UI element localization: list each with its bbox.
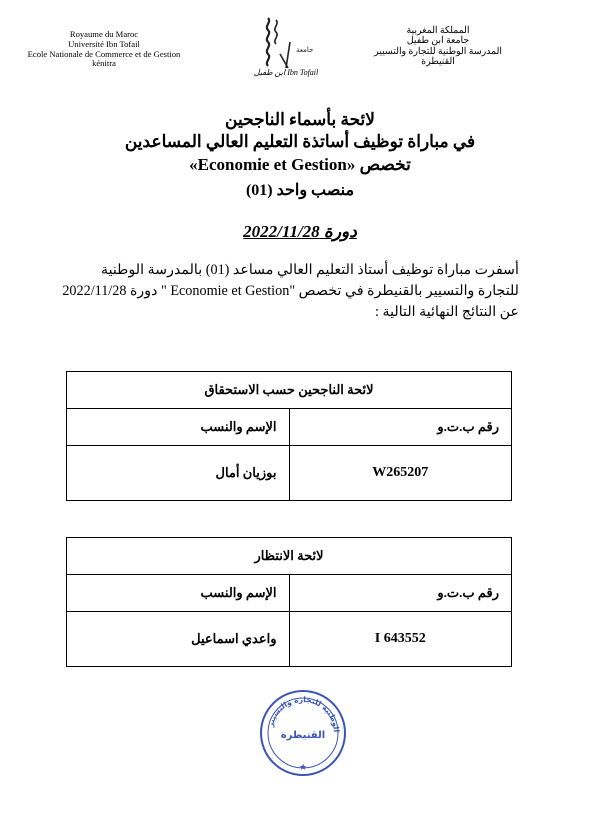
intro-paragraph: أسفرت مباراة توظيف أستاذ التعليم العالي مساعد (01) بالمدرسة الوطنية للتجارة والتسيير بالقنيطرة في تخصص "Economie et Gestion " دورة 2022/11/28 عن النتائج النهائية التالية :: [62, 262, 519, 320]
header-ar-line: المملكة المغربية: [406, 26, 470, 36]
page-title: لائحة بأسماء الناجحين: [225, 110, 375, 129]
header-ar-line: جامعة ابن طفيل: [406, 36, 470, 47]
waiting-table: [66, 537, 512, 667]
header-fr-line: Royaume du Maroc: [69, 29, 139, 39]
candidate-id: W265207: [289, 446, 512, 501]
table-row: [67, 612, 512, 667]
col-header-id: رقم ب.ت.و: [289, 575, 512, 612]
title-specialty: تخصص «Economie et Gestion»: [189, 155, 411, 174]
header-ar-line: المدرسة الوطنية للتجارة والتسيير: [374, 46, 502, 57]
svg-text:المدرسة الوطنية للتجارة والتسي: الوطنية للتجارة والتسيير: [265, 694, 342, 733]
col-header-name: الإسم والنسب: [67, 575, 290, 612]
waiting-caption: لائحة الانتظار: [67, 538, 512, 575]
header-fr-line: kénitra: [92, 58, 116, 69]
col-header-id: رقم ب.ت.و: [289, 409, 512, 446]
admitted-caption: لائحة الناجحين حسب الاستحقاق: [67, 372, 512, 409]
col-header-name: الإسم والنسب: [67, 409, 290, 446]
title-subline: في مباراة توظيف أساتذة التعليم العالي المساعدين: [124, 132, 476, 151]
logo-mark-icon: [246, 12, 326, 72]
svg-text:★: ★: [298, 762, 308, 772]
header-arabic: [374, 26, 502, 68]
candidate-id: I 643552: [289, 612, 512, 667]
session-date: دورة 2022/11/28: [243, 222, 357, 241]
logo-text: ابن طفيل Ibn Tofail: [253, 68, 319, 77]
stamp-seal-icon: [258, 688, 348, 778]
svg-text:جامعة: جامعة: [296, 46, 314, 54]
header-ar-line: القنيطرة: [421, 57, 455, 68]
title-positions: منصب واحد (01): [245, 182, 355, 199]
header-french: [18, 30, 190, 69]
header-fr-line: Ecole Nationale de Commerce et de Gestion: [27, 48, 181, 59]
header-fr-line: Université Ibn Tofail: [68, 38, 140, 49]
candidate-name: واعدي اسماعيل: [67, 612, 290, 667]
table-row: [67, 446, 512, 501]
admitted-table: [66, 371, 512, 501]
svg-text:القنيطرة: القنيطرة: [280, 730, 326, 741]
candidate-name: بوزيان أمال: [67, 446, 290, 501]
university-logo: [246, 12, 326, 84]
official-stamp: [258, 688, 348, 778]
